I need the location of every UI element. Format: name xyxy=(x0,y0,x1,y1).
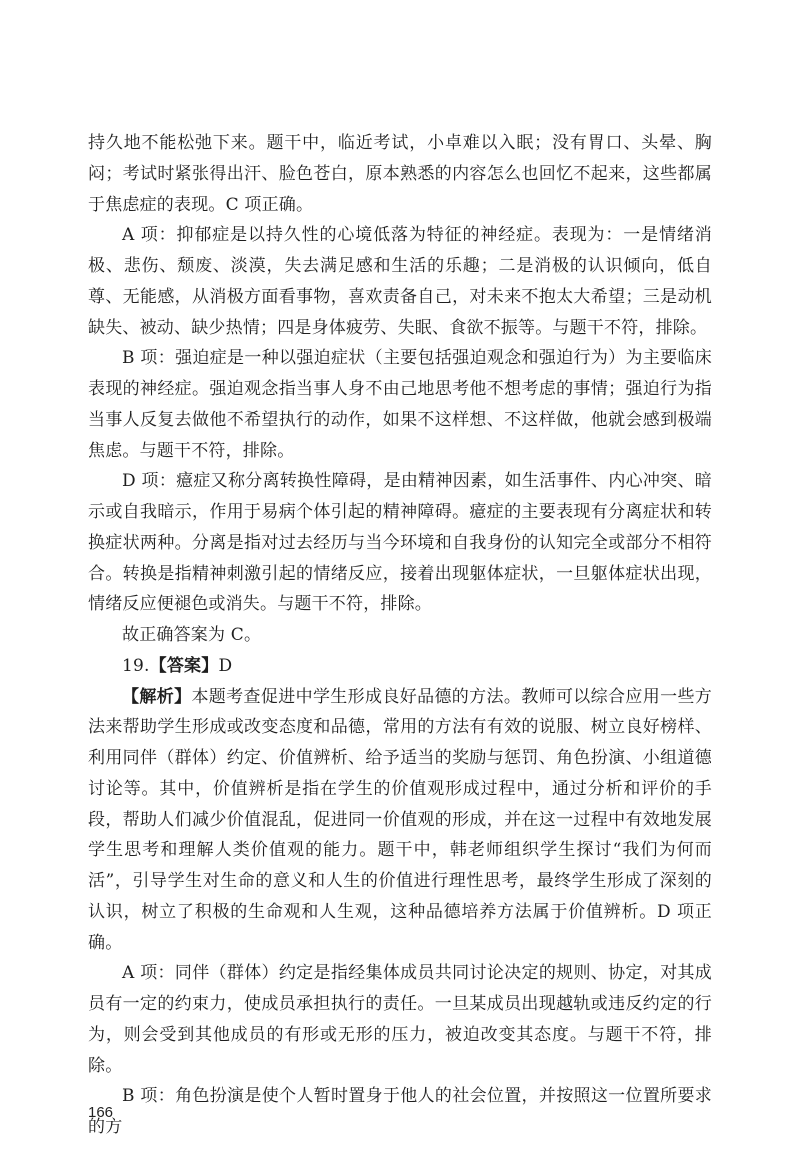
paragraph-option-d: D 项：癔症又称分离转换性障碍，是由精神因素，如生活事件、内心冲突、暗示或自我暗示，作用于易病个体引起的精神障碍。癔症的主要表现有分离症状和转换症状两种。分离是指对过去经历与当今环境和自我身份的认知完全或部分不相符合。转换是指精神刺激引起的情绪反应，接着出现躯体症状，一旦躯体症状出现，情绪反应便褪色或消失。与题干不符，排除。 xyxy=(88,471,712,615)
paragraph-option-b: B 项：强迫症是一种以强迫症状（主要包括强迫观念和强迫行为）为主要临床表现的神经症。强迫观念指当事人身不由己地思考他不想考虑的事情；强迫行为指当事人反复去做他不希望执行的动作，如果不这样想、不这样做，他就会感到极端焦虑。与题干不符，排除。 xyxy=(88,348,712,461)
paragraph-option-a: A 项：抑郁症是以持久性的心境低落为特征的神经症。表现为：一是情绪消极、悲伤、颓废、淡漠，失去满足感和生活的乐趣；二是消极的认识倾向，低自尊、无能感，从消极方面看事物，喜欢责备自己，对未来不抱太大希望；三是动机缺失、被动、缺少热情；四是身体疲劳、失眠、食欲不振等。与题干不符，排除。 xyxy=(88,225,712,338)
page-number: 166 xyxy=(88,1104,114,1121)
paragraph-continuation: 持久地不能松弛下来。题干中，临近考试，小卓难以入眠；没有胃口、头晕、胸闷；考试时紧张得出汗、脸色苍白，原本熟悉的内容怎么也回忆不起来，这些都属于焦虑症的表现。C 项正确。 xyxy=(88,133,712,215)
question-number: 19. xyxy=(122,655,150,676)
analysis-paragraph xyxy=(88,682,712,959)
answer-value: D xyxy=(218,655,233,676)
paragraph-after-option-b: B 项：角色扮演是使个人暂时置身于他人的社会位置，并按照这一位置所要求的方 xyxy=(88,1086,712,1137)
body-text xyxy=(88,128,712,1143)
paragraph-conclusion: 故正确答案为 C。 xyxy=(122,625,262,645)
analysis-label: 【解析】 xyxy=(122,686,192,707)
answer-line xyxy=(88,651,712,682)
paragraph-after-option-a: A 项：同伴（群体）约定是指经集体成员共同讨论决定的规则、协定，对其成员有一定的约束力，使成员承担执行的责任。一旦某成员出现越轨或违反约定的行为，则会受到其他成员的有形或无形的压力，被迫改变其态度。与题干不符，排除。 xyxy=(88,963,712,1076)
answer-label: 【答案】 xyxy=(149,655,219,676)
analysis-text: 本题考查促进中学生形成良好品德的方法。教师可以综合应用一些方法来帮助学生形成或改变态度和品德，常用的方法有有效的说服、树立良好榜样、利用同伴（群体）约定、价值辨析、给予适当的奖励与惩罚、角色扮演、小组道德讨论等。其中，价值辨析是指在学生的价值观形成过程中，通过分析和评价的手段，帮助人们减少价值混乱，促进同一价值观的形成，并在这一过程中有效地发展学生思考和理解人类价值观的能力。题干中，韩老师组织学生探讨“我们为何而活”，引导学生对生命的意义和人生的价值进行理性思考，最终学生形成了深刻的认识，树立了积极的生命观和人生观，这种品德培养方法属于价值辨析。D 项正确。 xyxy=(88,686,712,953)
